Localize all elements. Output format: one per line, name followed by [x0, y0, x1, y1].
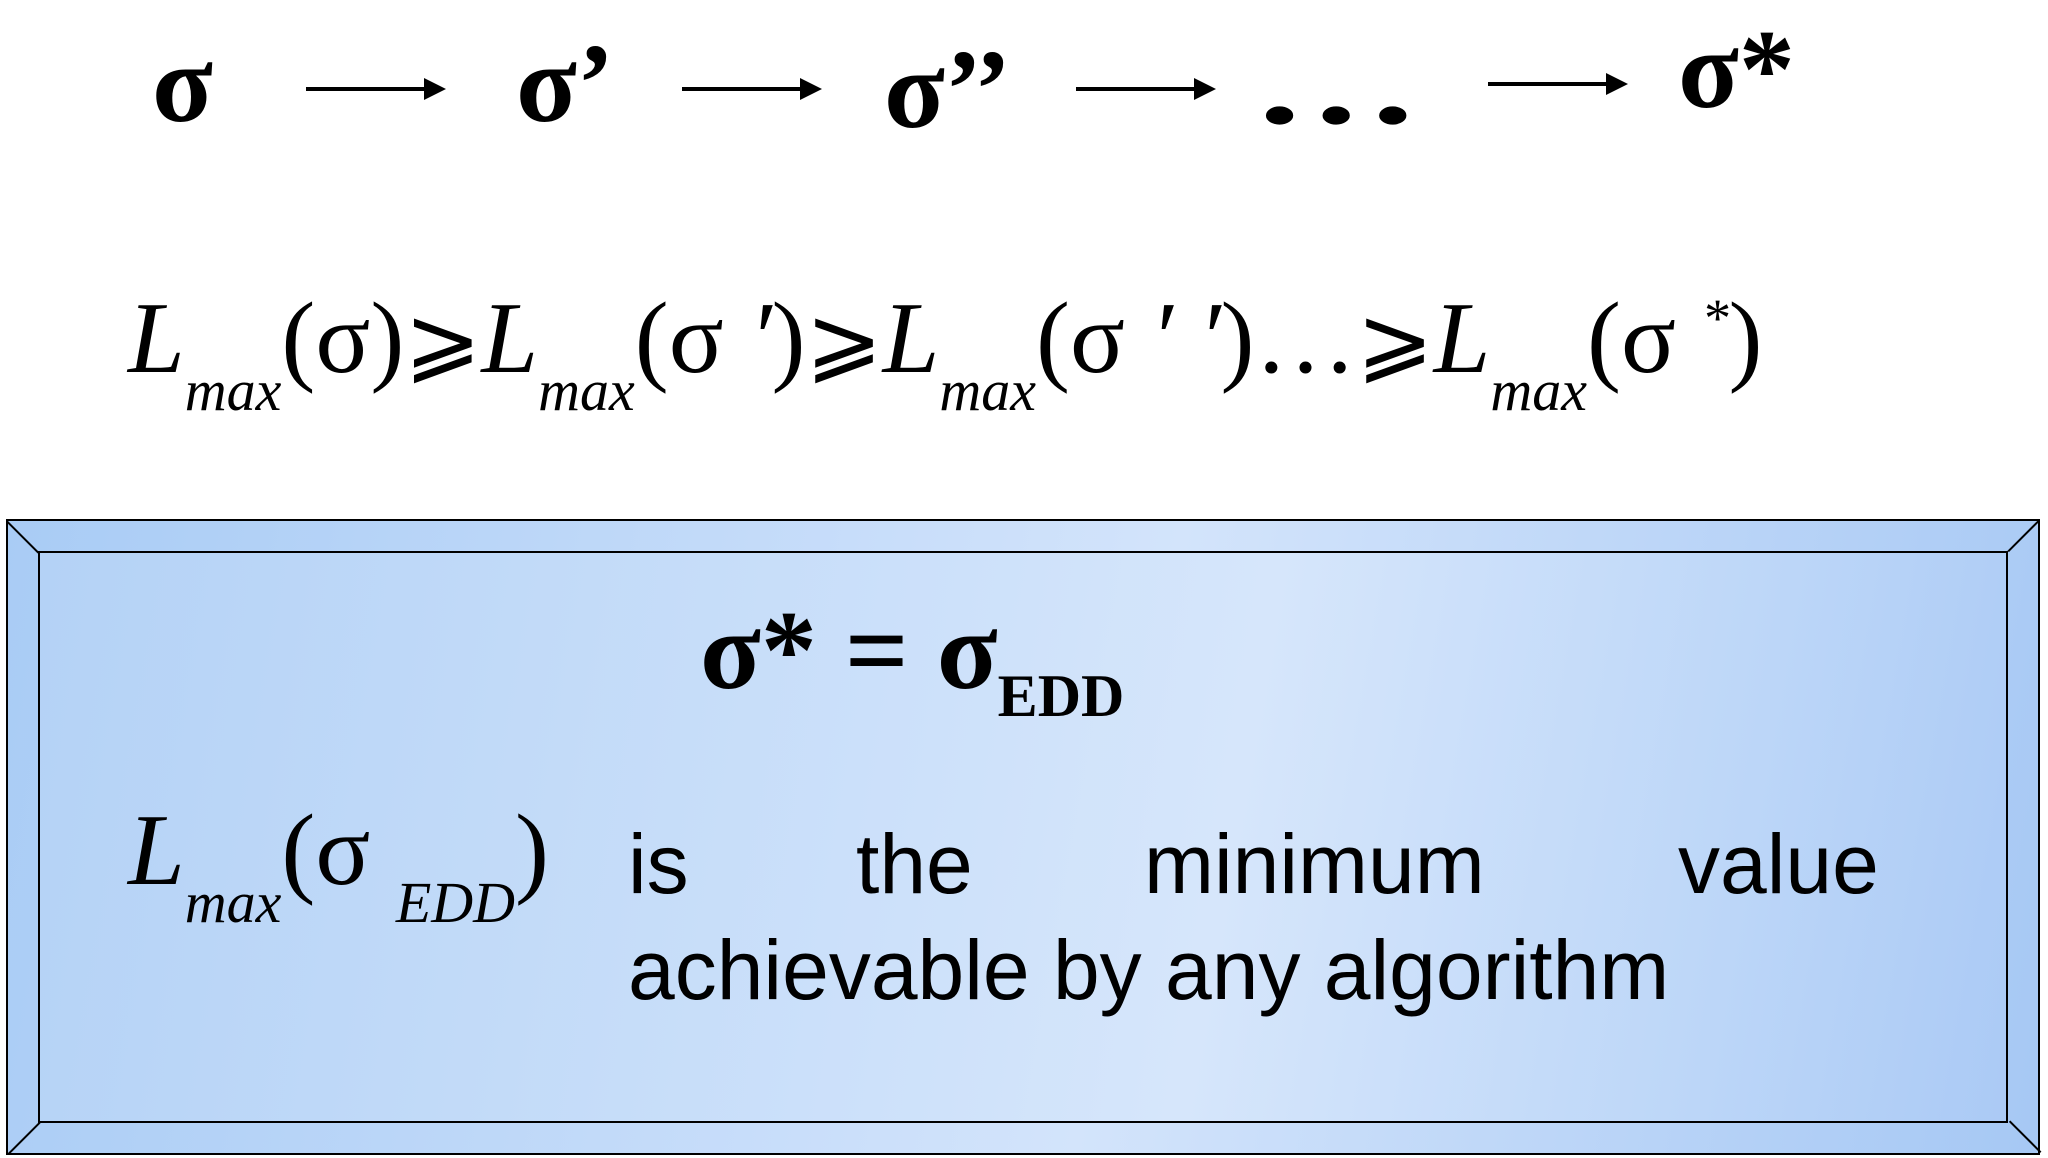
sigma-initial: σ	[152, 22, 213, 146]
arrow-icon	[1076, 87, 1212, 91]
frame-bevel	[2009, 1120, 2042, 1153]
desc-word: minimum	[1144, 817, 1485, 911]
arrow-icon	[306, 87, 442, 91]
desc-line-2: achievable by any algorithm	[628, 923, 1670, 1017]
frame-bevel	[8, 1122, 41, 1155]
desc-word: is	[628, 817, 689, 911]
lmax-edd-expression: $L_{max}(\sigma$ $_{EDD}$)	[128, 794, 549, 935]
sigma-prime: σ’	[516, 22, 615, 146]
lmax-inequality-chain: $L_{max}(\sigma)⩾L_{max}(\sigma$ $')⩾L_{max}(\sigma$ ′ $')\dots⩾L_{max}(\sigma$ *)	[128, 282, 1763, 423]
frame-bevel	[2007, 520, 2040, 553]
geq-symbol: ⩾	[1356, 290, 1434, 392]
sigma-double-prime: σ’’	[884, 28, 1012, 152]
geq-symbol: ⩾	[404, 290, 482, 392]
ellipsis: …	[1252, 24, 1420, 148]
frame-bevel	[7, 521, 40, 554]
desc-word: value	[1678, 817, 1879, 911]
optimal-equation: $\sigma* = \sigma_{EDD}$	[700, 589, 1125, 729]
arrow-icon	[682, 87, 818, 91]
geq-symbol: ⩾	[805, 290, 883, 392]
arrow-icon	[1488, 82, 1624, 86]
sigma-star: σ*	[1678, 8, 1795, 132]
desc-word: the	[856, 817, 973, 911]
